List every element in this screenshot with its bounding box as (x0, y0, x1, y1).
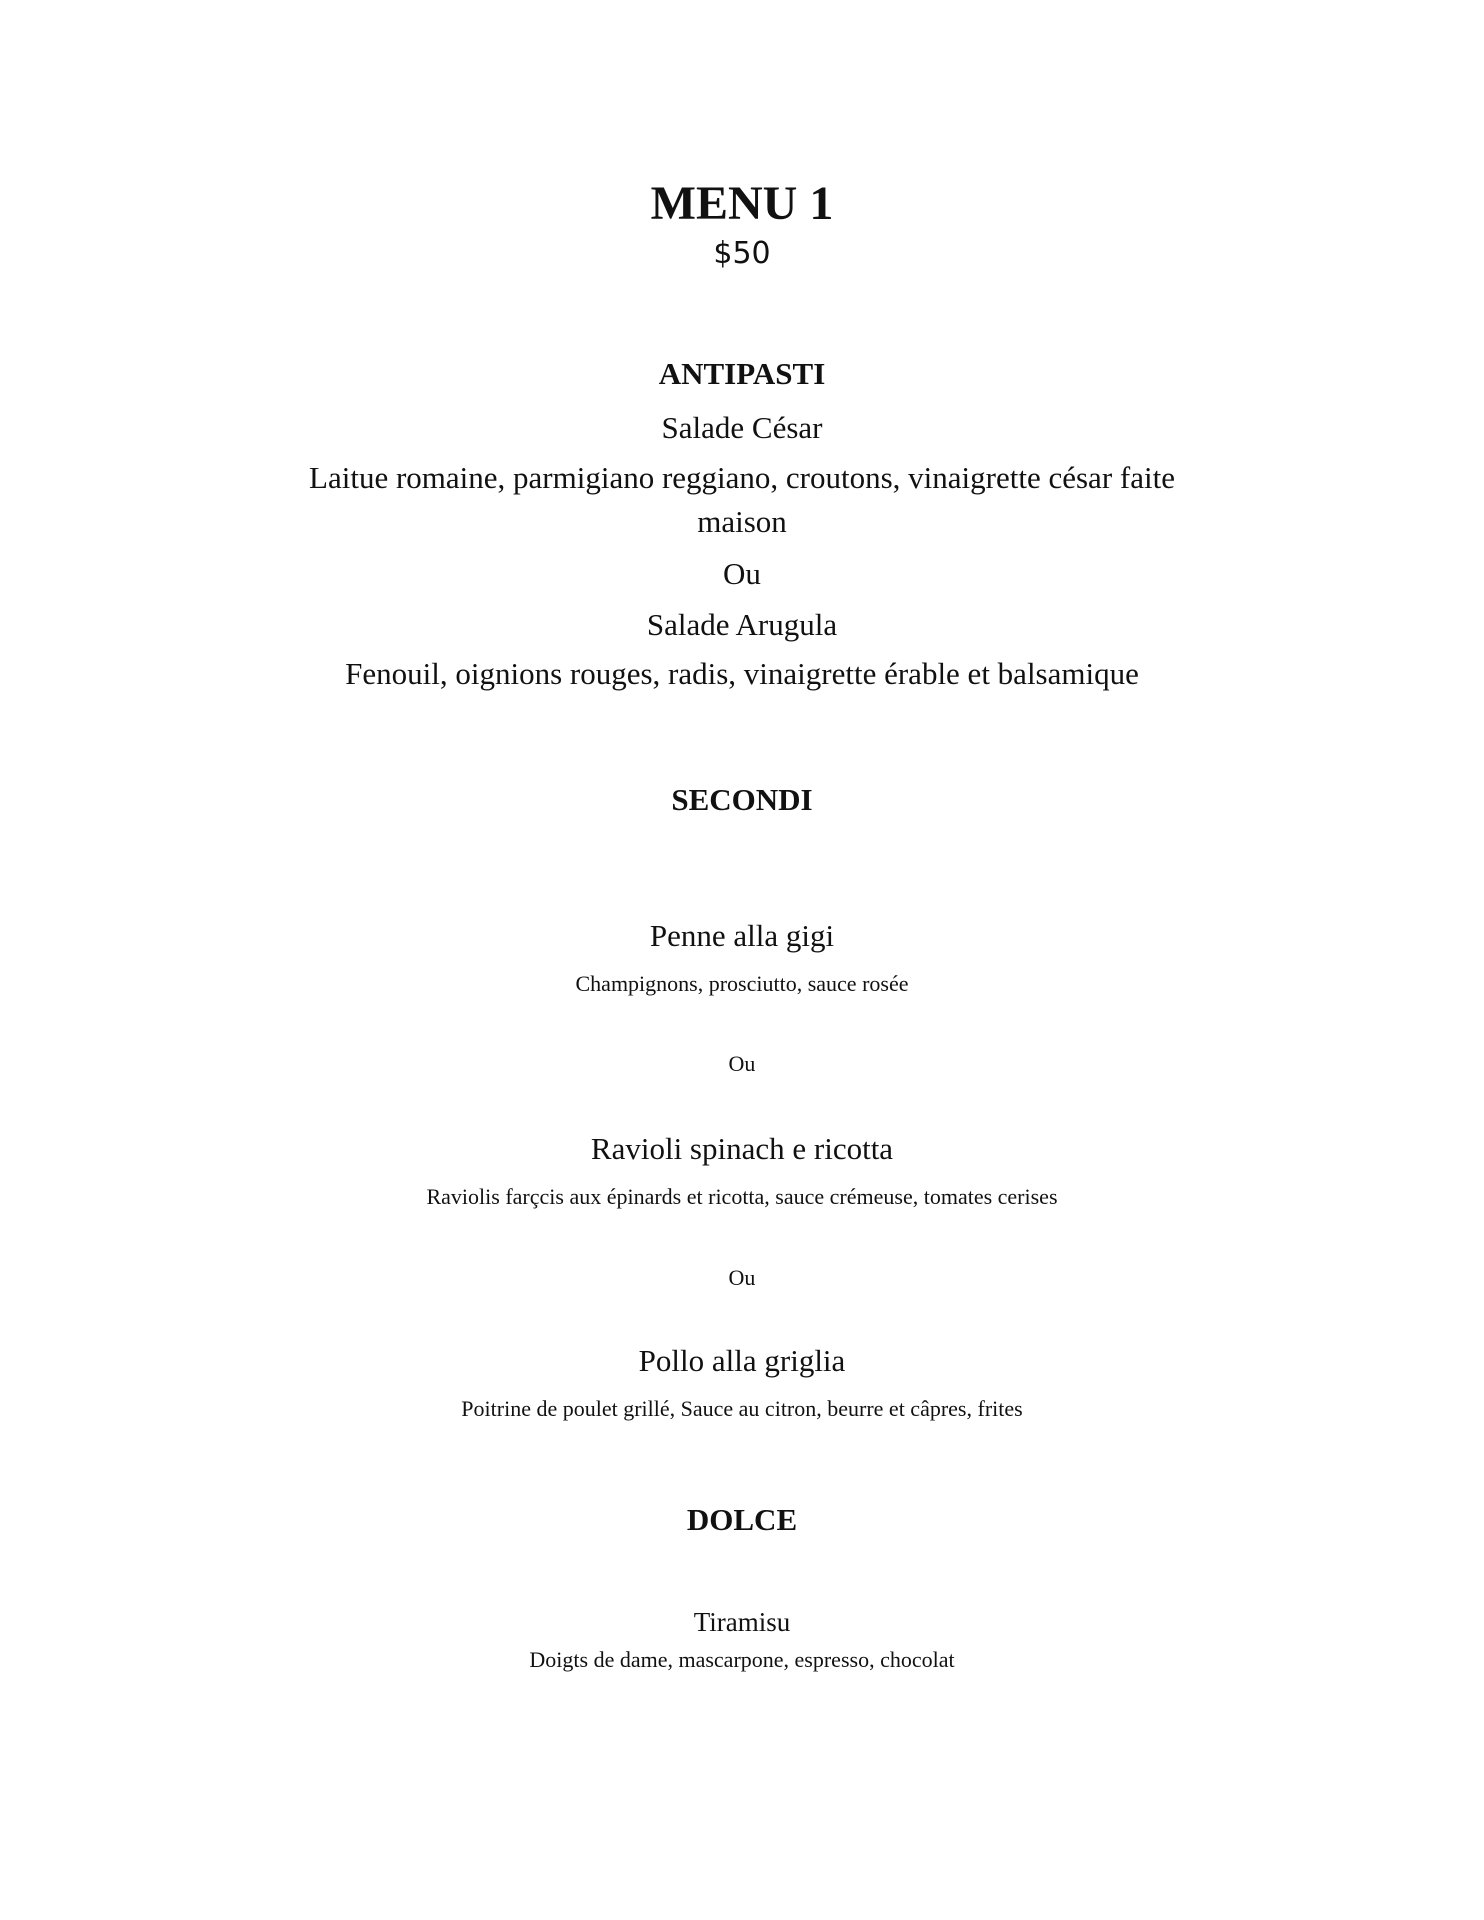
dolce-item-name: Tiramisu (693, 1607, 791, 1637)
menu-price: $50 (713, 236, 771, 271)
secondi-item-2-desc: Raviolis farçcis aux épinards et ricotta, sauce crémeuse, tomates cerises (426, 1184, 1058, 1209)
secondi-item-3-desc: Poitrine de poulet grillé, Sauce au citron, beurre et câpres, frites (461, 1396, 1023, 1421)
secondi-item-1-desc: Champignons, prosciutto, sauce rosée (575, 971, 909, 996)
menu-title: MENU 1 (650, 177, 834, 230)
antipasti-separator: Ou (723, 556, 761, 591)
secondi-separator-1: Ou (728, 1051, 756, 1076)
antipasti-option-2-desc: Fenouil, oignions rouges, radis, vinaigrette érable et balsamique (345, 656, 1139, 691)
dolce-heading: DOLCE (686, 1502, 798, 1537)
secondi-heading: SECONDI (671, 782, 813, 817)
secondi-item-1-name: Penne alla gigi (649, 918, 835, 953)
secondi-item-2-name: Ravioli spinach e ricotta (590, 1131, 894, 1166)
antipasti-option-2-name: Salade Arugula (646, 607, 838, 642)
secondi-item-3-name: Pollo alla griglia (638, 1343, 846, 1378)
dolce-item-desc: Doigts de dame, mascarpone, espresso, chocolat (529, 1647, 955, 1672)
antipasti-heading: ANTIPASTI (658, 356, 826, 391)
antipasti-option-1-desc: Laitue romaine, parmigiano reggiano, croutons, vinaigrette césar faite maison (309, 460, 1175, 539)
secondi-separator-2: Ou (728, 1265, 756, 1290)
antipasti-option-1-name: Salade César (661, 410, 823, 445)
